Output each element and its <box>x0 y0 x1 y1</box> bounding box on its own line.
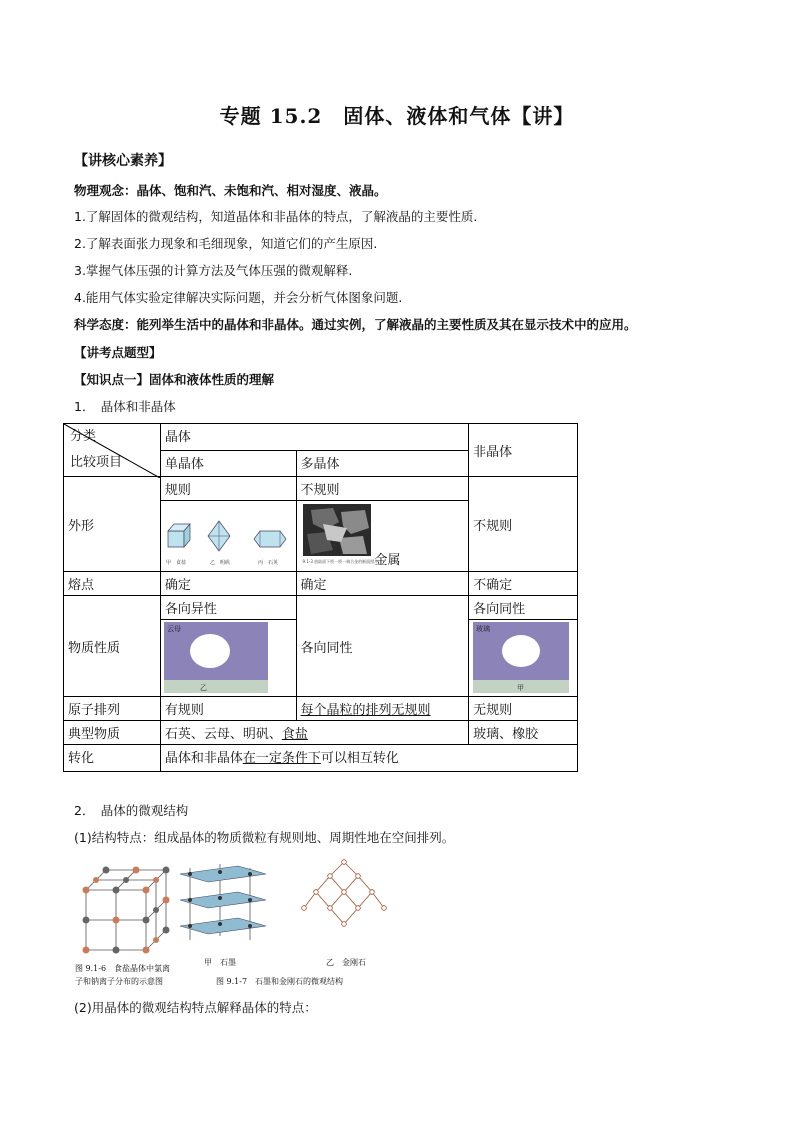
transform-condition: 在一定条件下 <box>242 751 321 766</box>
glass-label: 玻璃 <box>476 625 491 633</box>
row-label-shape: 外形 <box>64 477 161 572</box>
glass-bottom-label: 甲 <box>517 684 525 692</box>
prop-amorphous: 各向同性 <box>469 596 578 620</box>
atom-single: 有规则 <box>160 697 296 721</box>
shape-single: 规则 <box>160 477 296 501</box>
row-label-melting-point: 熔点 <box>64 572 161 596</box>
crystal-shapes-figure <box>162 509 296 569</box>
diamond-caption: 乙 金刚石 <box>326 958 366 967</box>
graphite-caption: 甲 石墨 <box>204 958 236 967</box>
mica-figure-cell <box>160 620 296 697</box>
nacl-lattice-figure <box>76 860 176 960</box>
subsection-heading: 2． 晶体的微观结构 <box>74 803 189 818</box>
subsection-heading: 1． 晶体和非晶体 <box>74 399 176 414</box>
glass-melting-figure <box>473 622 571 694</box>
header-crystal: 晶体 <box>160 424 468 451</box>
glass-figure-cell <box>469 620 578 697</box>
diamond-structure-figure <box>296 856 392 936</box>
row-label-atom-arrangement: 原子排列 <box>64 697 161 721</box>
melt-single: 确定 <box>160 572 296 596</box>
transform-text <box>160 745 577 772</box>
knowledge-point-heading: 【知识点一】固体和液体性质的理解 <box>74 372 275 387</box>
typical-salt: 食盐 <box>281 727 308 742</box>
crystal-shapes-figure-cell <box>160 501 296 572</box>
shape-amorphous: 不规则 <box>469 477 578 572</box>
row-label-transform: 转化 <box>64 745 161 772</box>
header-amorphous: 非晶体 <box>469 424 578 477</box>
metal-label: 金属 <box>374 553 401 568</box>
salt-crystal-shape <box>168 524 190 547</box>
nacl-caption-line2: 子和钠离子分布的示意图 <box>75 977 163 986</box>
objective-item: 2.了解表面张力现象和毛细现象，知道它们的产生原因. <box>74 236 378 251</box>
objective-item: 3.掌握气体压强的计算方法及气体压强的微观解释. <box>74 263 353 278</box>
header-polycrystal: 多晶体 <box>296 450 469 477</box>
metal-photo-caption: 9.1-3 放陆面下桥一桥一端合金的断面照片 <box>302 559 379 564</box>
row-label-typical: 典型物质 <box>64 721 161 745</box>
quartz-crystal-shape <box>254 531 286 547</box>
objective-item: 1.了解固体的微观结构，知道晶体和非晶体的特点，了解液晶的主要性质. <box>74 209 478 224</box>
header-compare-item: 比较项目 <box>70 455 123 470</box>
metal-section-photo <box>303 504 377 562</box>
objective-item: 4.能用气体实验定律解决实际问题，并会分析气体图象问题. <box>74 290 403 305</box>
concept-line: 物理观念：晶体、饱和汽、未饱和汽、相对湿度、液晶。 <box>74 183 387 198</box>
mica-bottom-label: 乙 <box>199 684 207 692</box>
section-core-heading: 【讲核心素养】 <box>74 153 172 169</box>
typical-crystal <box>160 721 468 745</box>
melt-amorphous: 不确定 <box>469 572 578 596</box>
nacl-caption-line1: 图 9.1-6 食盐晶体中氯离 <box>75 964 171 973</box>
melt-poly: 确定 <box>296 572 469 596</box>
figure-917-caption: 图 9.1-7 石墨和金刚石的微观结构 <box>216 977 344 986</box>
transform-text-a: 晶体和非晶体 <box>164 751 243 766</box>
prop-poly: 各向同性 <box>296 596 469 697</box>
structure-line: (1)结构特点：组成晶体的物质微粒有规则地、周期性地在空间排列。 <box>74 830 455 845</box>
quartz-label: 丙 石英 <box>257 560 278 566</box>
alum-label: 乙 明矾 <box>209 560 230 566</box>
shape-poly: 不规则 <box>296 477 469 501</box>
mica-label: 云母 <box>166 625 181 633</box>
section-types-heading: 【讲考点题型】 <box>74 345 162 360</box>
atom-poly <box>296 697 469 721</box>
diagonal-header-cell <box>64 424 161 477</box>
atom-amorphous: 无规则 <box>469 697 578 721</box>
row-label-property: 物质性质 <box>64 596 161 697</box>
explain-line: (2)用晶体的微观结构特点解释晶体的特点： <box>74 1000 317 1015</box>
typical-amorphous: 玻璃、橡胶 <box>469 721 578 745</box>
header-single-crystal: 单晶体 <box>160 450 296 477</box>
typical-crystal-text: 石英、云母、明矾、 <box>164 727 282 742</box>
alum-crystal-shape <box>208 521 230 551</box>
mica-melting-figure <box>164 622 270 694</box>
atom-poly-text-a: 每个晶粒的排列 <box>300 703 392 718</box>
atom-poly-text-b: 无规则 <box>391 703 431 718</box>
attitude-line: 科学态度：能列举生活中的晶体和非晶体。通过实例，了解液晶的主要性质及其在显示技术中的应用。 <box>74 317 637 332</box>
page-title: 专题 15.2 固体、液体和气体【讲】 <box>219 104 575 128</box>
header-category: 分类 <box>70 429 97 444</box>
transform-text-c: 可以相互转化 <box>320 751 399 766</box>
prop-single: 各向异性 <box>160 596 296 620</box>
graphite-structure-figure <box>178 858 270 950</box>
salt-label: 甲 食盐 <box>165 560 186 566</box>
metal-figure-cell <box>296 501 469 572</box>
crystal-comparison-table <box>63 423 578 772</box>
